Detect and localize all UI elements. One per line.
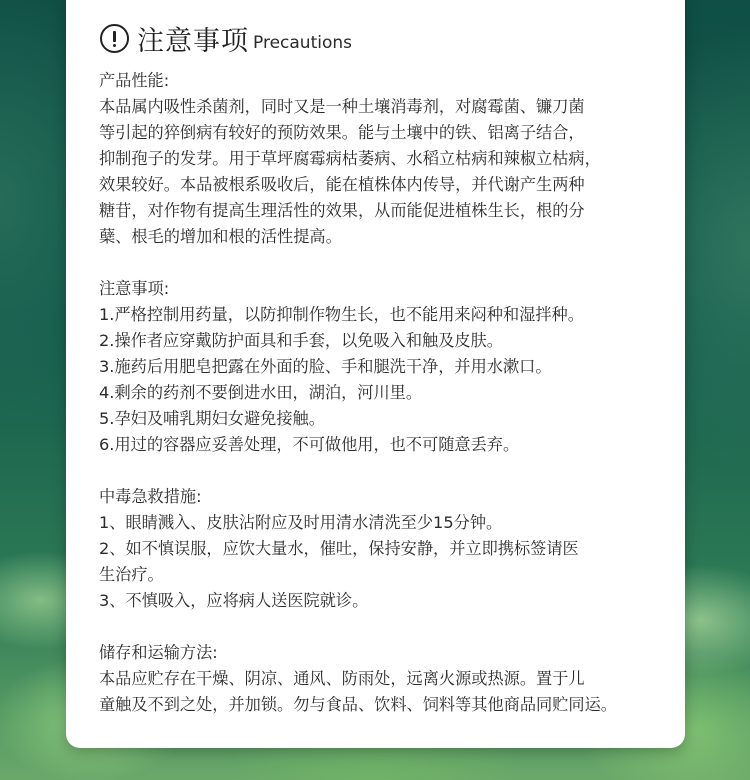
title-english: Precautions xyxy=(253,33,352,53)
product-performance-line: 效果较好。本品被根系吸收后，能在植株体内传导，并代谢产生两种 xyxy=(99,175,585,194)
precaution-item: 1.严格控制用药量，以防抑制作物生长，也不能用来闷种和湿拌种。 xyxy=(99,305,584,324)
first-aid-item: 1、眼睛溅入、皮肤沾附应及时用清水清洗至少15分钟。 xyxy=(99,513,503,532)
exclamation-circle-icon xyxy=(100,24,129,53)
section-spacer xyxy=(99,458,679,484)
section-header xyxy=(100,20,352,56)
storage-transport-line: 本品应贮存在干燥、阴凉、通风、防雨处，远离火源或热源。置于儿 xyxy=(99,669,585,688)
product-performance-line: 等引起的猝倒病有较好的预防效果。能与土壤中的铁、铝离子结合， xyxy=(99,123,585,142)
precaution-item: 6.用过的容器应妥善处理，不可做他用，也不可随意丢弃。 xyxy=(99,435,520,454)
product-performance-line: 本品属内吸性杀菌剂，同时又是一种土壤消毒剂，对腐霉菌、镰刀菌 xyxy=(99,97,585,116)
section-heading-precautions: 注意事项: xyxy=(99,279,170,298)
exclamation-bar xyxy=(113,31,116,42)
first-aid-item: 3、不慎吸入，应将病人送医院就诊。 xyxy=(99,591,369,610)
title-chinese: 注意事项 xyxy=(137,25,249,57)
product-performance-line: 蘖、根毛的增加和根的活性提高。 xyxy=(99,227,342,246)
precaution-item: 5.孕妇及哺乳期妇女避免接触。 xyxy=(99,409,325,428)
first-aid-item: 生治疗。 xyxy=(99,565,164,584)
storage-transport-line: 童触及不到之处，并加锁。勿与食品、饮料、饲料等其他商品同贮同运。 xyxy=(99,695,617,714)
precaution-item: 2.操作者应穿戴防护面具和手套，以免吸入和触及皮肤。 xyxy=(99,331,503,350)
section-spacer xyxy=(99,614,679,640)
exclamation-dot xyxy=(113,44,117,48)
precautions-content xyxy=(99,68,679,718)
section-heading-product-performance: 产品性能: xyxy=(99,71,170,90)
precaution-item: 4.剩余的药剂不要倒进水田，湖泊，河川里。 xyxy=(99,383,423,402)
product-performance-line: 糖苷，对作物有提高生理活性的效果，从而能促进植株生长，根的分 xyxy=(99,201,585,220)
precaution-item: 3.施药后用肥皂把露在外面的脸、手和腿洗干净，并用水漱口。 xyxy=(99,357,552,376)
section-spacer xyxy=(99,250,679,276)
product-performance-line: 抑制孢子的发芽。用于草坪腐霉病枯萎病、水稻立枯病和辣椒立枯病， xyxy=(99,149,601,168)
first-aid-item: 2、如不慎误服，应饮大量水，催吐，保持安静，并立即携标签请医 xyxy=(99,539,579,558)
section-heading-storage-transport: 储存和运输方法: xyxy=(99,643,218,662)
section-heading-first-aid: 中毒急救措施: xyxy=(99,487,202,506)
